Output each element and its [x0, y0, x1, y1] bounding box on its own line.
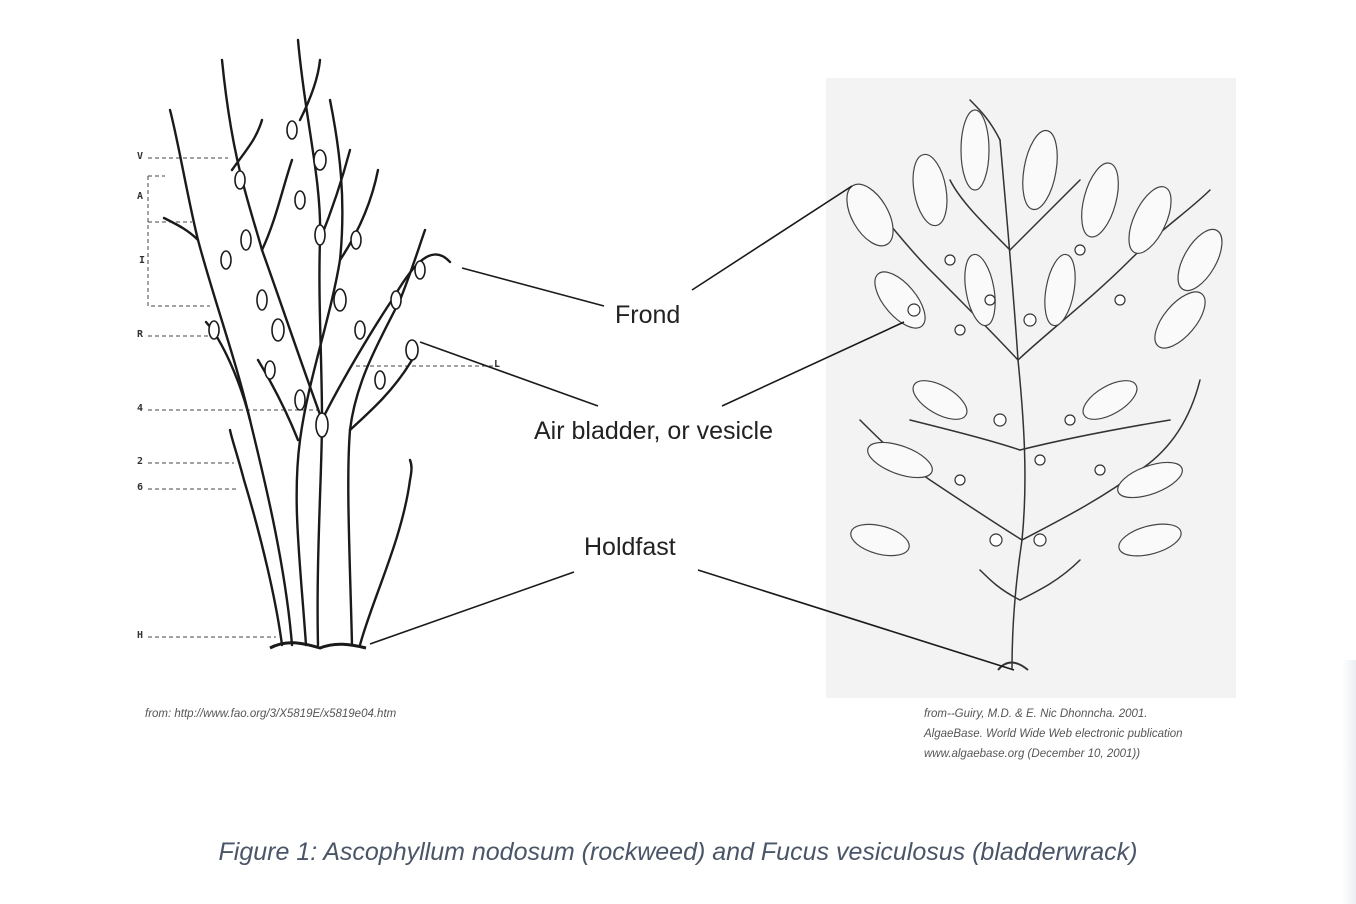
left-source-credit: from: http://www.fao.org/3/X5819E/x5819e04.htm: [145, 708, 397, 720]
frond-leader-left: [462, 268, 604, 306]
tick-label-l: L: [494, 359, 501, 370]
right-source-line-1: from--Guiry, M.D. & E. Nic Dhonncha. 2001.: [924, 708, 1148, 720]
holdfast-leader-left: [370, 572, 574, 644]
air-bladder-label: Air bladder, or vesicle: [534, 417, 774, 445]
tick-label-i: I: [139, 255, 146, 266]
figure-caption: Figure 1: Ascophyllum nodosum (rockweed) and Fucus vesiculosus (bladderwrack): [218, 838, 1138, 866]
right-source-line-2: AlgaeBase. World Wide Web electronic publication: [924, 728, 1183, 740]
tick-label-6: 6: [137, 482, 144, 493]
air-bladder-leader-left: [420, 342, 598, 406]
tick-label-2: 2: [137, 456, 144, 467]
tick-label-a: A: [137, 191, 144, 202]
tick-label-4: 4: [137, 403, 144, 414]
tick-label-h: H: [137, 630, 144, 641]
right-source-credit: [924, 704, 1183, 764]
frond-label: Frond: [615, 301, 681, 329]
tick-label-r: R: [137, 329, 144, 340]
right-source-line-3: www.algaebase.org (December 10, 2001)): [924, 748, 1141, 760]
edge-shadow: [1342, 660, 1356, 904]
holdfast-label: Holdfast: [584, 533, 676, 561]
tick-label-v: V: [137, 151, 144, 162]
